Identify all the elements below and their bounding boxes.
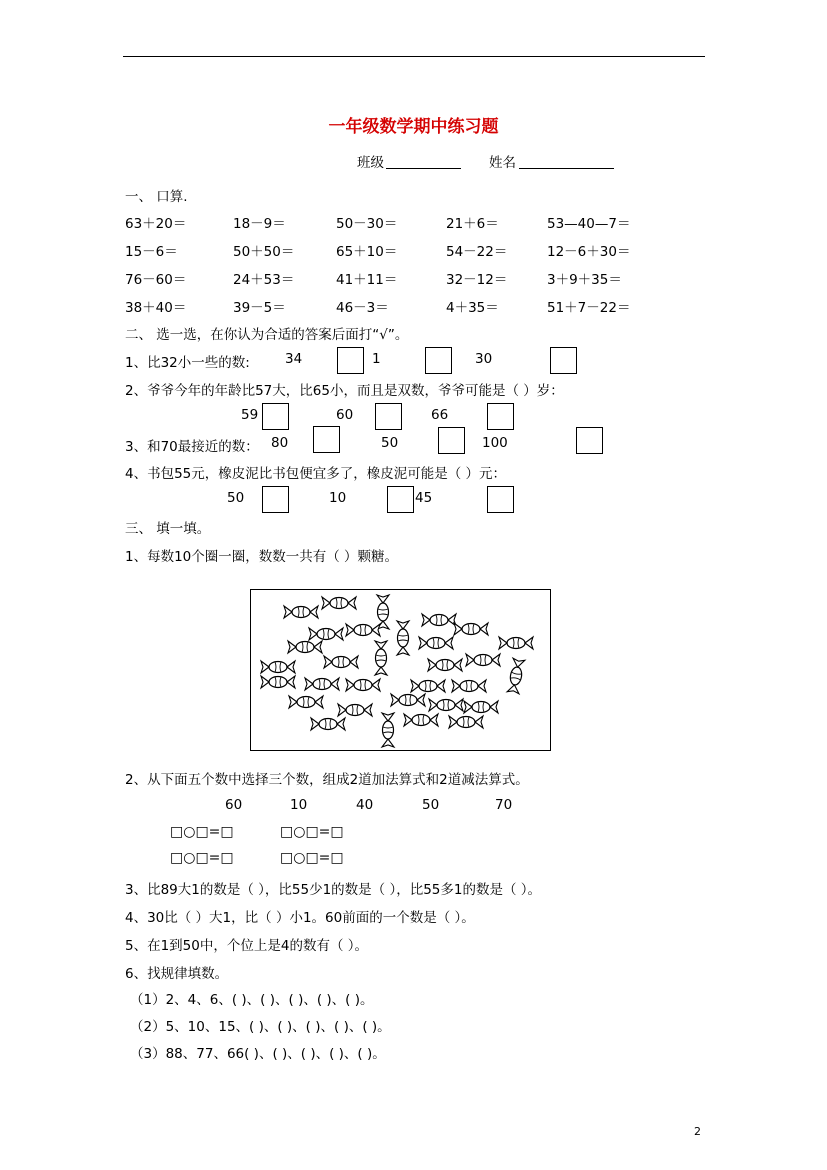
question-2-1: 1、比32小一些的数: <box>125 355 250 371</box>
page-number: 2 <box>694 1125 701 1138</box>
class-blank[interactable] <box>386 168 461 169</box>
candy-icon <box>422 614 456 626</box>
option-label: 60 <box>336 407 354 423</box>
candy-icon <box>375 641 387 675</box>
answer-box[interactable] <box>313 426 340 453</box>
equation-blank[interactable]: □○□=□ <box>280 850 344 866</box>
pattern-row: （3）88、77、66( )、( )、( )、( )、( )。 <box>130 1046 386 1062</box>
header-rule <box>123 56 705 57</box>
section3-heading: 三、 填一填。 <box>125 521 211 537</box>
section2-heading: 二、 选一选，在你认为合适的答案后面打“√”。 <box>125 327 409 343</box>
option-label: 30 <box>475 351 493 367</box>
problem: 53—40—7＝ <box>547 216 631 232</box>
equation-blank[interactable]: □○□=□ <box>170 850 234 866</box>
name-blank[interactable] <box>519 168 614 169</box>
section1-heading: 一、 口算. <box>125 189 188 205</box>
page-title: 一年级数学期中练习题 <box>328 117 499 137</box>
problem: 46－3＝ <box>336 300 389 316</box>
problem: 12－6＋30＝ <box>547 244 631 260</box>
answer-box[interactable] <box>425 347 452 374</box>
number-option: 40 <box>356 797 374 813</box>
problem: 18－9＝ <box>233 216 286 232</box>
candy-icon <box>288 641 322 653</box>
question-3-5: 5、在1到50中，个位上是4的数有（ ）。 <box>125 938 368 954</box>
answer-box[interactable] <box>438 427 465 454</box>
answer-box[interactable] <box>576 427 603 454</box>
candy-icon <box>419 637 453 649</box>
problem: 50－30＝ <box>336 216 398 232</box>
problem: 65＋10＝ <box>336 244 398 260</box>
pattern-row: （2）5、10、15、( )、( )、( )、( )、( )。 <box>130 1019 391 1035</box>
option-label: 45 <box>415 490 433 506</box>
candy-icon <box>261 676 295 688</box>
question-3-4: 4、30比（ ）大1，比（ ）小1。60前面的一个数是（ ）。 <box>125 910 475 926</box>
problem: 32－12＝ <box>446 272 508 288</box>
problem: 4＋35＝ <box>446 300 499 316</box>
option-label: 10 <box>329 490 347 506</box>
candies-illustration <box>251 590 550 750</box>
answer-box[interactable] <box>375 403 402 430</box>
candy-icon <box>346 624 380 636</box>
equation-blank[interactable]: □○□=□ <box>170 824 234 840</box>
question-3-1: 1、每数10个圈一圈，数数一共有（ ）颗糖。 <box>125 549 399 565</box>
question-2-2: 2、爷爷今年的年龄比57大，比65小，而且是双数，爷爷可能是（ ）岁： <box>125 383 564 399</box>
question-2-4: 4、书包55元，橡皮泥比书包便宜多了，橡皮泥可能是（ ）元： <box>125 466 507 482</box>
candy-icon <box>382 713 394 747</box>
candy-icon <box>429 699 463 711</box>
candy-icon <box>338 704 372 716</box>
candy-icon <box>464 701 498 713</box>
problem: 63＋20＝ <box>125 216 187 232</box>
answer-box[interactable] <box>337 347 364 374</box>
number-option: 60 <box>225 797 243 813</box>
candy-icon <box>397 621 409 655</box>
problem: 38＋40＝ <box>125 300 187 316</box>
candy-icon <box>391 694 425 706</box>
candy-icon <box>454 623 488 635</box>
option-label: 50 <box>381 435 399 451</box>
candy-icon <box>507 658 525 694</box>
question-3-6: 6、找规律填数。 <box>125 966 229 982</box>
problem: 39－5＝ <box>233 300 286 316</box>
candy-icon <box>466 654 500 666</box>
candy-picture <box>250 589 551 751</box>
answer-box[interactable] <box>487 403 514 430</box>
problem: 50＋50＝ <box>233 244 295 260</box>
name-label: 姓名 <box>489 155 516 171</box>
answer-box[interactable] <box>550 347 577 374</box>
candy-icon <box>311 718 345 730</box>
problem: 21＋6＝ <box>446 216 499 232</box>
candy-icon <box>449 716 483 728</box>
question-3-2: 2、从下面五个数中选择三个数，组成2道加法算式和2道减法算式。 <box>125 772 529 788</box>
candy-icon <box>377 595 389 629</box>
number-option: 50 <box>422 797 440 813</box>
candy-icon <box>309 628 343 640</box>
option-label: 66 <box>431 407 449 423</box>
candy-icon <box>284 606 318 618</box>
option-label: 34 <box>285 351 303 367</box>
question-3-3: 3、比89大1的数是（ ），比55少1的数是（ ），比55多1的数是（ ）。 <box>125 882 542 898</box>
candy-icon <box>428 659 462 671</box>
candy-icon <box>289 696 323 708</box>
pattern-row: （1）2、4、6、( )、( )、( )、( )、( )。 <box>130 992 374 1008</box>
candy-icon <box>499 637 533 649</box>
candy-icon <box>324 656 358 668</box>
number-option: 70 <box>495 797 513 813</box>
option-label: 1 <box>372 351 381 367</box>
option-label: 80 <box>271 435 289 451</box>
problem: 41＋11＝ <box>336 272 398 288</box>
problem: 24＋53＝ <box>233 272 295 288</box>
candy-icon <box>452 680 486 692</box>
question-2-3: 3、和70最接近的数： <box>125 439 259 455</box>
problem: 51＋7－22＝ <box>547 300 631 316</box>
class-label: 班级 <box>357 155 384 171</box>
candy-icon <box>411 680 445 692</box>
answer-box[interactable] <box>387 486 414 513</box>
candy-icon <box>261 661 295 673</box>
option-label: 50 <box>227 490 245 506</box>
answer-box[interactable] <box>262 403 289 430</box>
candy-icon <box>346 679 380 691</box>
number-option: 10 <box>290 797 308 813</box>
option-label: 59 <box>241 407 259 423</box>
option-label: 100 <box>482 435 508 451</box>
problem: 3＋9＋35＝ <box>547 272 622 288</box>
candy-icon <box>322 597 356 609</box>
candy-icon <box>404 714 438 726</box>
answer-box[interactable] <box>487 486 514 513</box>
answer-box[interactable] <box>262 486 289 513</box>
problem: 76－60＝ <box>125 272 187 288</box>
equation-blank[interactable]: □○□=□ <box>280 824 344 840</box>
candy-icon <box>305 678 339 690</box>
problem: 54－22＝ <box>446 244 508 260</box>
problem: 15－6＝ <box>125 244 178 260</box>
